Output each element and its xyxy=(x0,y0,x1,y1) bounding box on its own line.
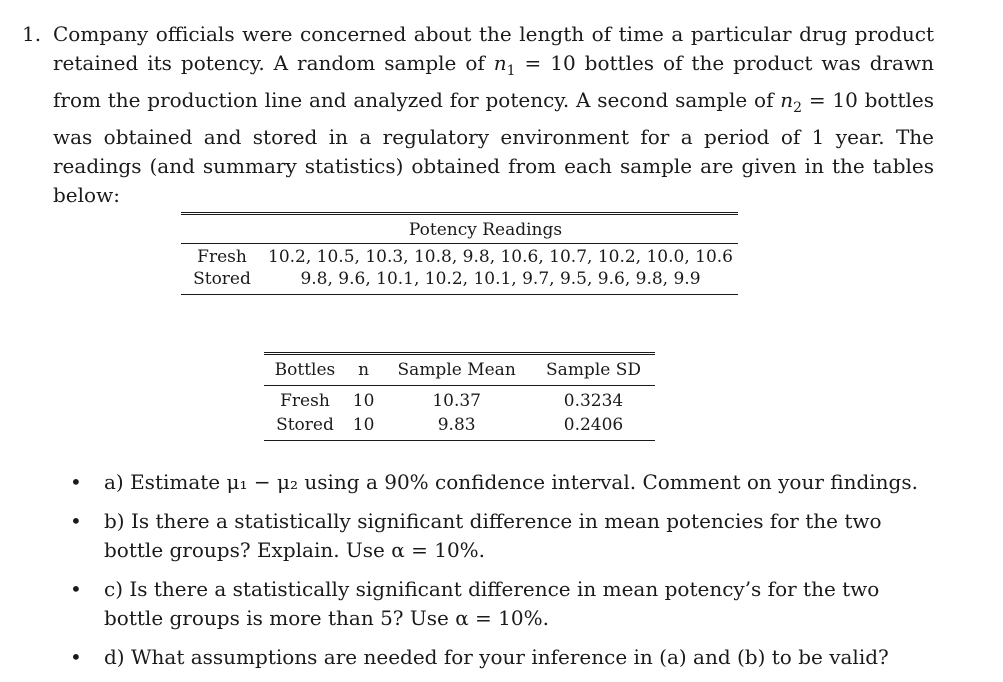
cell-mean: 9.83 xyxy=(437,415,476,435)
n1-symbol: n xyxy=(493,51,507,75)
cell-sd: 0.2406 xyxy=(563,415,624,435)
problem-number: 1. xyxy=(22,22,42,46)
problem-text-part-2: = 10 bottles of the product was drawn from the production line and analyzed for potency. A second sample of xyxy=(53,51,934,112)
column-header-sample-sd: Sample SD xyxy=(532,355,655,386)
problem-statement xyxy=(22,20,934,210)
problem-text-part-3: = 10 bottles was obtained and stored in a regulatory environment for a period of 1 year. The readings (and summary statistics) obtained from each sample are given in the tables below: xyxy=(53,88,934,207)
readings-header-empty xyxy=(181,219,263,241)
question-b: b) Is there a statistically significant difference in mean potencies for the two bottle groups? Explain. Use α = 10%. xyxy=(104,509,882,562)
question-d: d) What assumptions are needed for your inference in (a) and (b) to be valid? xyxy=(104,645,889,669)
summary-header-row xyxy=(264,355,655,386)
cell-n: 10 xyxy=(352,391,375,411)
column-header-n: n xyxy=(346,355,381,386)
bullet-icon: • xyxy=(70,470,82,494)
cell-bottles: Fresh xyxy=(280,391,330,411)
column-header-sample-mean: Sample Mean xyxy=(381,355,532,386)
n2-subscript: 2 xyxy=(793,100,803,116)
bullet-icon: • xyxy=(70,645,82,669)
list-item xyxy=(70,643,932,672)
row-label: Stored xyxy=(193,269,251,289)
list-item xyxy=(70,468,932,497)
summary-table-grid xyxy=(264,355,655,440)
problem-text xyxy=(53,20,934,210)
cell-n: 10 xyxy=(352,415,375,435)
n2-symbol: n xyxy=(780,88,794,112)
bullet-icon: • xyxy=(70,577,82,601)
list-item xyxy=(70,507,932,565)
bullet-icon: • xyxy=(70,509,82,533)
question-c: c) Is there a statistically significant difference in mean potency’s for the two bottle groups is more than 5? Use α = 10%. xyxy=(104,577,880,630)
summary-statistics-table xyxy=(264,352,655,441)
n1-subscript: 1 xyxy=(506,63,516,79)
cell-mean: 10.37 xyxy=(432,391,481,411)
row-values: 10.2, 10.5, 10.3, 10.8, 9.8, 10.6, 10.7, 10.2, 10.0, 10.6 xyxy=(268,247,733,267)
readings-table-header xyxy=(181,215,738,244)
row-label: Fresh xyxy=(197,247,247,267)
readings-header-title: Potency Readings xyxy=(408,220,563,240)
table-row xyxy=(264,413,655,440)
problem-text-part-1: Company officials were concerned about the length of time a particular drug product retained its potency. A random sample of xyxy=(53,22,934,75)
table-row xyxy=(181,268,738,290)
table-row xyxy=(264,386,655,414)
readings-table-body xyxy=(181,244,738,294)
row-values: 9.8, 9.6, 10.1, 10.2, 10.1, 9.7, 9.5, 9.6, 9.8, 9.9 xyxy=(300,269,701,289)
cell-bottles: Stored xyxy=(276,415,334,435)
question-a: a) Estimate μ₁ − μ₂ using a 90% confidence interval. Comment on your findings. xyxy=(104,470,918,494)
potency-readings-table xyxy=(181,212,738,295)
table-row xyxy=(181,246,738,268)
cell-sd: 0.3234 xyxy=(563,391,624,411)
column-header-bottles: Bottles xyxy=(264,355,346,386)
question-list xyxy=(70,468,932,682)
list-item xyxy=(70,575,932,633)
